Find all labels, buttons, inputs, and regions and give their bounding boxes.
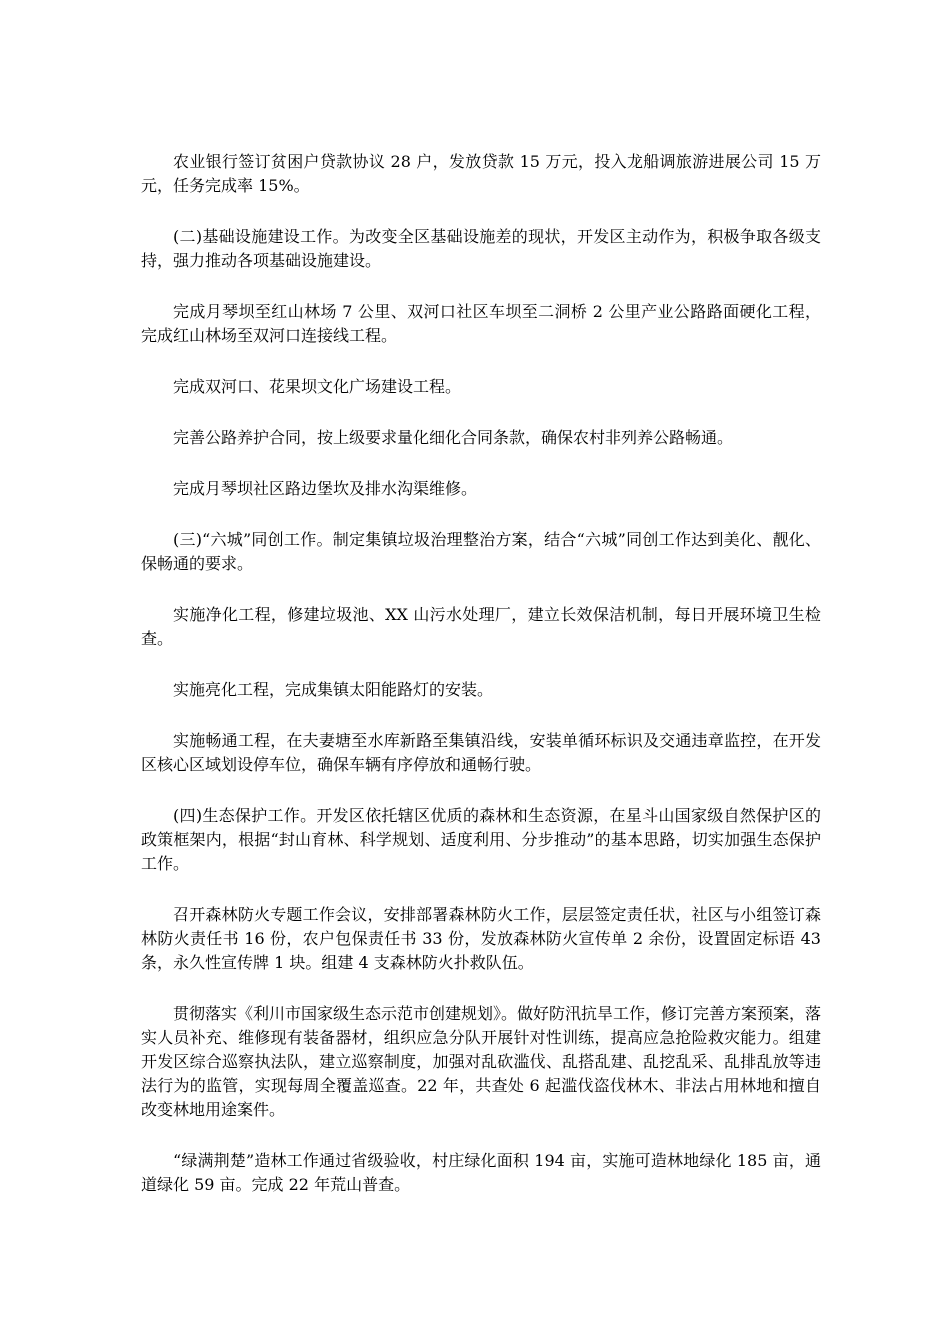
paragraph-eco-plan: 贯彻落实《利川市国家级生态示范市创建规划》。做好防汛抗旱工作，修订完善方案预案，落实人员补充、维修现有装备器材，组织应急分队开展针对性训练，提高应急抢险救灾能力。组建开发区综合巡察执法队，建立巡察制度，加强对乱砍滥伐、乱搭乱建、乱挖乱采、乱排乱放等违法行为的监管，实现每周全覆盖巡查。22 年，共查处 6 起滥伐盗伐林木、非法占用林地和擅自改变林地用途案件。 (141, 1004, 822, 1119)
paragraph-culture-plaza: 完成双河口、花果坝文化广场建设工程。 (173, 377, 462, 396)
paragraph-poverty-loans: 农业银行签订贫困户贷款协议 28 户，发放贷款 15 万元，投入龙船调旅游进展公司 15 万元，任务完成率 15%。 (141, 152, 821, 195)
paragraph-purification: 实施净化工程，修建垃圾池、XX 山污水处理厂，建立长效保洁机制，每日开展环境卫生检查。 (141, 605, 821, 648)
paragraph-road-hardening: 完成月琴坝至红山林场 7 公里、双河口社区车坝至二洞桥 2 公里产业公路路面硬化工程，完成红山林场至双河口连接线工程。 (141, 302, 821, 345)
paragraph-road-maintenance: 完善公路养护合同，按上级要求量化细化合同条款，确保农村非列养公路畅通。 (173, 428, 734, 447)
paragraph-six-cities-heading: (三)“六城”同创工作。制定集镇垃圾治理整治方案，结合“六城”同创工作达到美化、靓化、保畅通的要求。 (141, 530, 821, 573)
paragraph-lighting: 实施亮化工程，完成集镇太阳能路灯的安装。 (173, 680, 494, 699)
paragraph-afforestation: “绿满荆楚”造林工作通过省级验收，村庄绿化面积 194 亩，实施可造林地绿化 185 亩，通道绿化 59 亩。完成 22 年荒山普查。 (141, 1151, 821, 1194)
paragraph-fire-prevention: 召开森林防火专题工作会议，安排部署森林防火工作，层层签定责任状，社区与小组签订森林防火责任书 16 份，农户包保责任书 33 份，发放森林防火宣传单 2 余份，设置固定标语 43 条，永久性宣传牌 1 块。组建 4 支森林防火扑救队伍。 (141, 905, 827, 972)
paragraph-drainage-repair: 完成月琴坝社区路边堡坎及排水沟渠维修。 (173, 479, 478, 498)
paragraph-infrastructure-heading: (二)基础设施建设工作。为改变全区基础设施差的现状，开发区主动作为，积极争取各级支持，强力推动各项基础设施建设。 (141, 227, 821, 270)
paragraph-traffic: 实施畅通工程，在夫妻塘至水库新路至集镇沿线，安装单循环标识及交通违章监控，在开发区核心区域划设停车位，确保车辆有序停放和通畅行驶。 (141, 731, 821, 774)
paragraph-ecology-heading: (四)生态保护工作。开发区依托辖区优质的森林和生态资源，在星斗山国家级自然保护区的政策框架内，根据“封山育林、科学规划、适度利用、分步推动”的基本思路，切实加强生态保护工作。 (141, 806, 821, 873)
document-body (141, 150, 827, 1197)
